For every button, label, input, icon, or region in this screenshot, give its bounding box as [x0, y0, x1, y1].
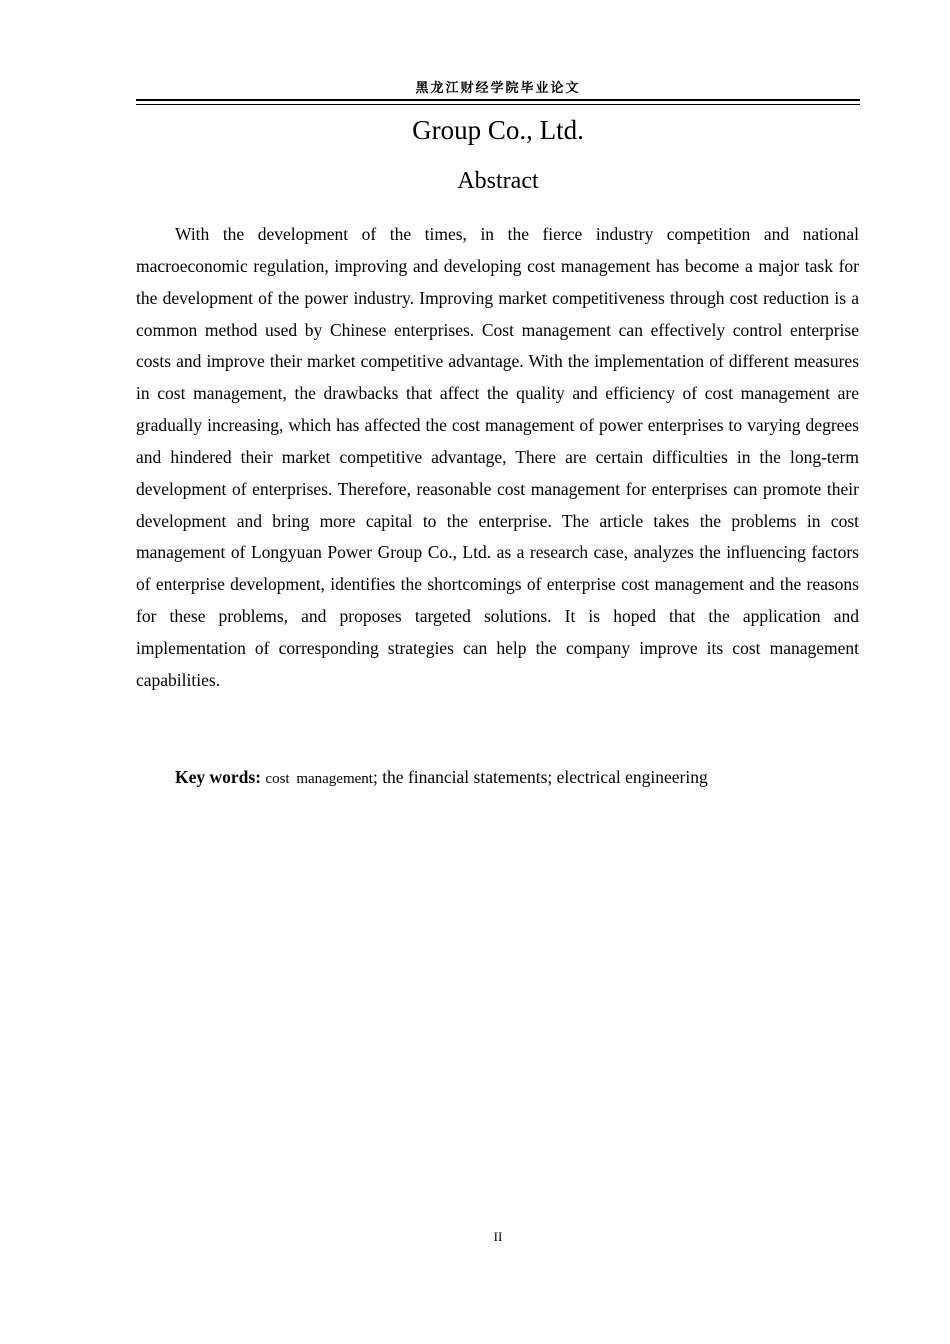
- abstract-heading: Abstract: [457, 168, 539, 194]
- page-number: II: [493, 1229, 503, 1244]
- running-header: 黑龙江财经学院毕业论文: [415, 81, 581, 96]
- keyword-cost-management: cost management: [265, 771, 373, 787]
- abstract-paragraph: With the development of the times, in the fierce industry competition and national macroeconomic regulation, improving and developing cost management has become a major task for the development of the power industry. Improving market competitiveness through cost reduction is a common method used by Chinese enterprises. Cost management can effectively control enterprise costs and improve their market competitive advantage. With the implementation of different measures in cost management, the drawbacks that affect the quality and efficiency of cost management are gradually increasing, which has affected the cost management of power enterprises to varying degrees and hindered their market competitive advantage, There are certain difficulties in the long-term development of enterprises. Therefore, reasonable cost management for enterprises can promote their development and bring more capital to the enterprise. The article takes the problems in cost management of Longyuan Power Group Co., Ltd. as a research case, analyzes the influencing factors of enterprise development, identifies the shortcomings of enterprise cost management and the reasons for these problems, and proposes targeted solutions. It is hoped that the application and implementation of corresponding strategies can help the company improve its cost management capabilities.: [136, 224, 859, 690]
- keywords-line: [175, 762, 860, 794]
- header-rule-thin: [136, 104, 860, 105]
- title-continuation: Group Co., Ltd.: [412, 115, 584, 145]
- header-rule-thick: [136, 99, 860, 101]
- keywords-rest: ; the financial statements; electrical engineering: [372, 767, 708, 787]
- keywords-label: Key words:: [175, 767, 262, 787]
